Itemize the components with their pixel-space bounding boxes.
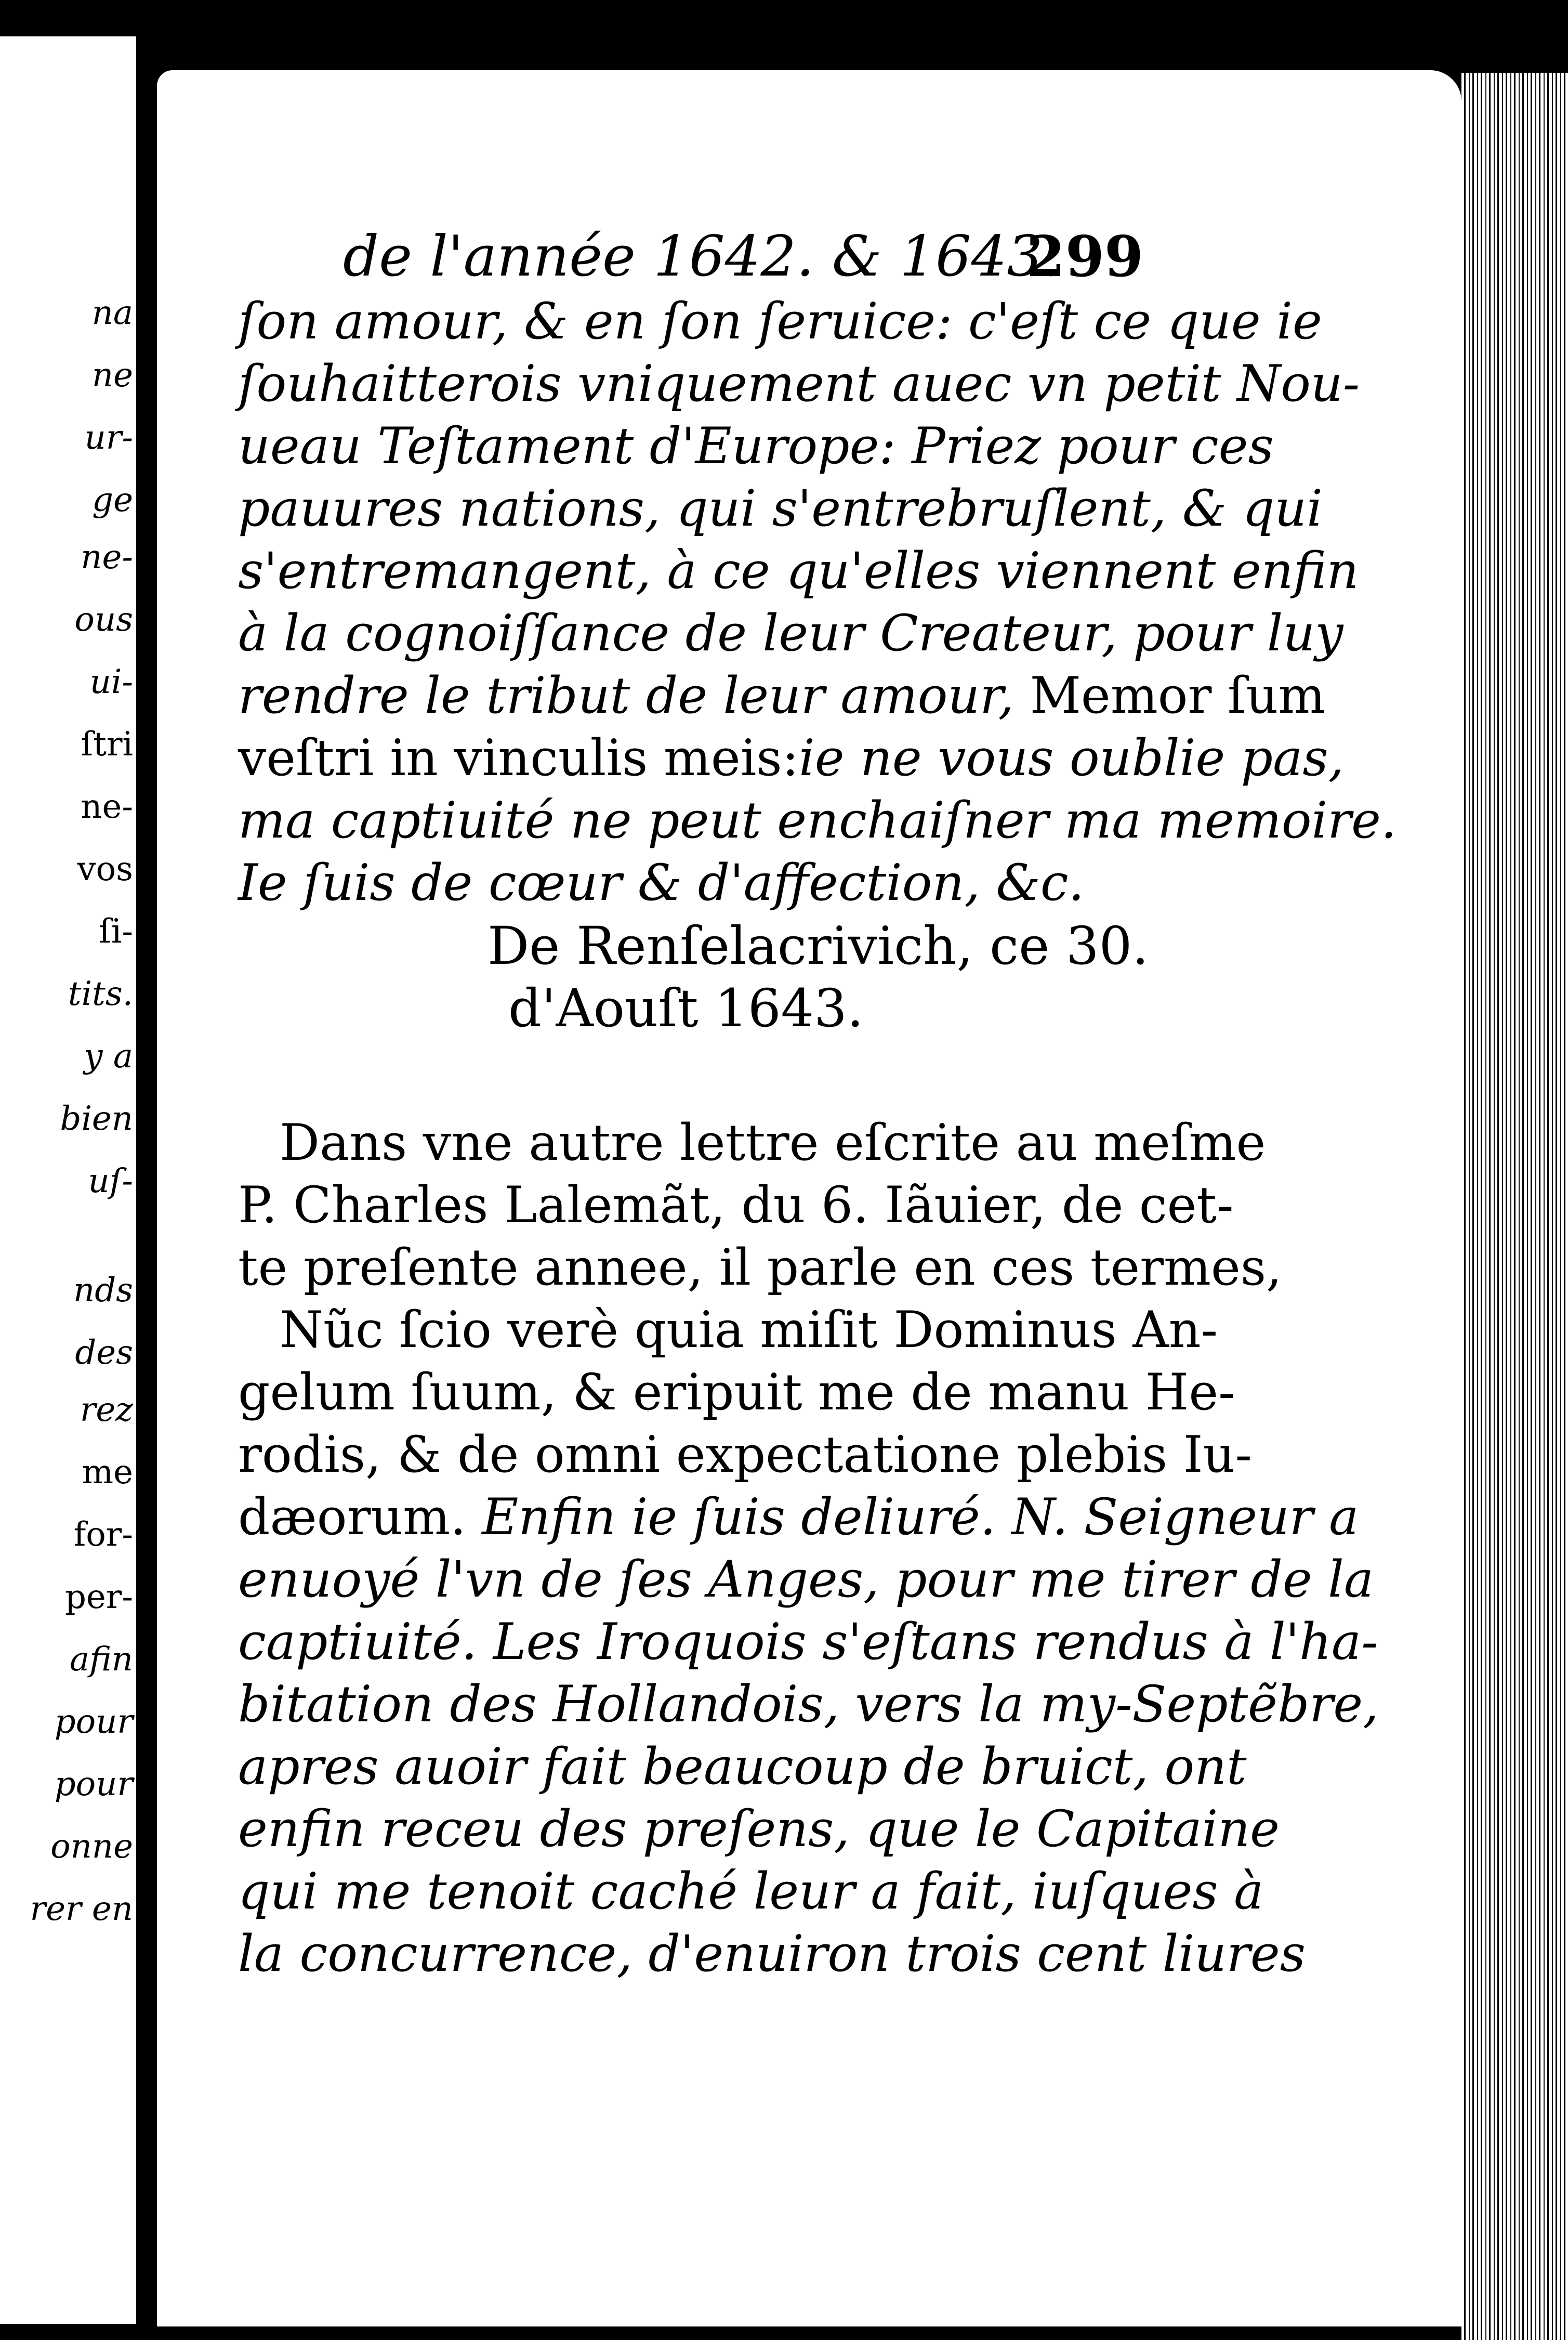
- text-line: qui me tenoit caché leur a fait, iuſques à: [238, 1862, 1264, 1920]
- text-span-roman: dæorum.: [238, 1488, 466, 1546]
- text-line: apres auoir fait beaucoup de bruict, ont: [238, 1737, 1247, 1796]
- text-line: P. Charles Lalemãt, du 6. Iãuier, de cet-: [238, 1176, 1234, 1234]
- text-line: Nũc ſcio verè quia miſit Dominus An-: [280, 1301, 1218, 1359]
- text-line: Dans vne autre lettre eſcrite au meſme: [280, 1114, 1266, 1172]
- facing-fragment: bien: [60, 1100, 133, 1138]
- text-line: rodis, & de omni expectatione plebis Iu-: [238, 1426, 1252, 1484]
- text-line: ma captiuité ne peut enchaiſner ma memoire.: [238, 791, 1397, 849]
- text-line: enuoyé l'vn de ſes Anges, pour me tirer de la: [238, 1550, 1374, 1609]
- text-line: ſouhaitterois vniquement auec vn petit Nou-: [238, 355, 1360, 413]
- text-line-mixed: [238, 729, 1345, 787]
- facing-page-edge: [0, 36, 136, 2324]
- text-span-roman: veſtri in vinculis meis:: [238, 729, 799, 787]
- page-gutter: [136, 36, 157, 2334]
- dateline-date: d'Aouſt 1643.: [508, 978, 864, 1039]
- text-line-mixed: [238, 666, 1326, 725]
- facing-fragment: per-: [64, 1578, 133, 1616]
- facing-fragment: y a: [84, 1037, 133, 1076]
- running-head-title: de l'année 1642. & 1643.: [343, 224, 1061, 289]
- facing-fragment: me: [82, 1453, 133, 1492]
- text-line: captiuité. Les Iroquois s'eſtans rendus à l'ha-: [238, 1613, 1378, 1671]
- facing-fragment: ne-: [81, 538, 133, 577]
- facing-fragment: for-: [73, 1515, 133, 1554]
- facing-fragment: vos: [77, 850, 133, 888]
- running-head: [343, 224, 1143, 290]
- facing-fragment: des: [75, 1334, 133, 1372]
- facing-fragment: afin: [69, 1640, 133, 1679]
- text-span-italic: Enfin ie ſuis deliuré. N. Seigneur a: [466, 1488, 1359, 1546]
- facing-fragment: na: [91, 294, 133, 332]
- text-span-italic: ie ne vous oublie pas,: [799, 729, 1345, 787]
- facing-fragment: uſ-: [88, 1162, 133, 1200]
- facing-fragment: ſtri: [81, 725, 133, 764]
- facing-fragment: ui-: [89, 663, 133, 701]
- text-line: s'entremangent, à ce qu'elles viennent enfin: [238, 542, 1359, 600]
- dateline-place: De Renſelacrivich, ce 30.: [487, 916, 1149, 976]
- facing-fragment: ſi-: [99, 912, 133, 951]
- facing-fragment: ous: [74, 600, 133, 639]
- facing-fragment: ge: [92, 481, 133, 519]
- facing-fragment: pour: [54, 1703, 133, 1741]
- page-number: 299: [1026, 224, 1143, 290]
- text-span-italic: rendre le tribut de leur amour,: [238, 666, 1014, 725]
- facing-fragment: ne-: [81, 788, 133, 826]
- facing-fragment: ne: [91, 356, 133, 395]
- text-line: pauures nations, qui s'entrebruſlent, & qui: [238, 479, 1323, 538]
- text-line: bitation des Hollandois, vers la my-Septẽbre,: [238, 1675, 1379, 1733]
- text-line: gelum ſuum, & eripuit me de manu He-: [238, 1363, 1235, 1421]
- text-span-roman: Memor ſum: [1014, 666, 1326, 725]
- text-line: à la cognoiſſance de leur Createur, pour luy: [238, 604, 1343, 662]
- text-line: ueau Teſtament d'Europe: Priez pour ces: [238, 417, 1274, 475]
- facing-fragment: ur-: [84, 419, 133, 457]
- text-line: te preſente annee, il parle en ces termes,: [238, 1238, 1282, 1297]
- facing-fragment: onne: [50, 1827, 133, 1866]
- text-line-mixed: [238, 1488, 1359, 1546]
- text-line: enfin receu des preſens, que le Capitaine: [238, 1800, 1280, 1858]
- facing-fragment: nds: [73, 1271, 133, 1310]
- facing-fragment: rer en: [30, 1890, 133, 1928]
- facing-fragment: tits.: [68, 975, 133, 1013]
- page-edges-stack: [1461, 73, 1568, 2340]
- text-line: Ie ſuis de cœur & d'affection, &c.: [238, 854, 1085, 912]
- text-line: ſon amour, & en ſon ſeruice: c'eſt ce que ie: [238, 292, 1322, 350]
- facing-fragment: rez: [80, 1391, 133, 1429]
- facing-fragment: pour: [54, 1765, 133, 1803]
- text-line: la concurrence, d'enuiron trois cent liures: [238, 1925, 1306, 1983]
